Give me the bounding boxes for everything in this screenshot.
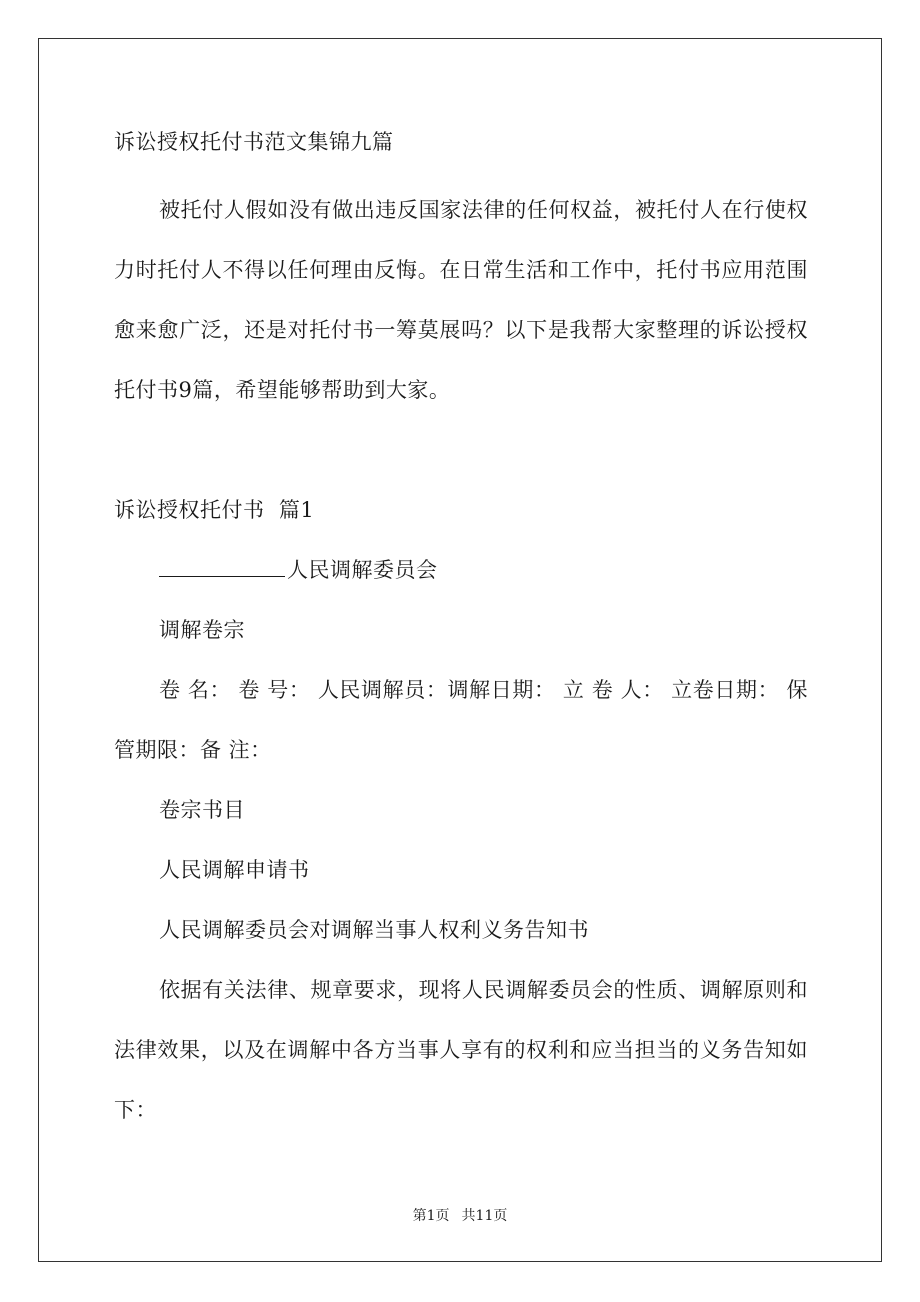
- notice-title: 人民调解委员会对调解当事人权利义务告知书: [159, 918, 589, 942]
- page-number-total: 共11页: [461, 1208, 508, 1224]
- page-footer: [0, 1205, 920, 1225]
- committee-line: [114, 540, 808, 600]
- document-title: 诉讼授权托付书范文集锦九篇: [114, 130, 394, 154]
- committee-name: 人民调解委员会: [287, 558, 438, 582]
- intro-paragraph: 被托付人假如没有做出违反国家法律的任何权益，被托付人在行使权力时托付人不得以任何理由反悔。在日常生活和工作中，托付书应用范围愈来愈广泛，还是对托付书一筹莫展吗？以下是我帮大家整理的诉讼授权托付书9篇，希望能够帮助到大家。: [114, 198, 808, 402]
- application-item: 人民调解申请书: [159, 858, 310, 882]
- section-heading: 诉讼授权托付书 篇1: [114, 498, 315, 522]
- document-body: [114, 120, 808, 1140]
- fill-in-blank: [159, 558, 285, 577]
- dossier-label: 调解卷宗: [159, 618, 245, 642]
- dossier-fields: 卷 名： 卷 号： 人民调解员：调解日期： 立 卷 人： 立卷日期： 保管期限：备 注：: [114, 678, 808, 762]
- notice-body: 依据有关法律、规章要求，现将人民调解委员会的性质、调解原则和法律效果，以及在调解中各方当事人享有的权利和应当担当的义务告知如下：: [114, 978, 808, 1122]
- page-number-current: 第1页: [412, 1208, 450, 1224]
- dossier-catalog: 卷宗书目: [159, 798, 245, 822]
